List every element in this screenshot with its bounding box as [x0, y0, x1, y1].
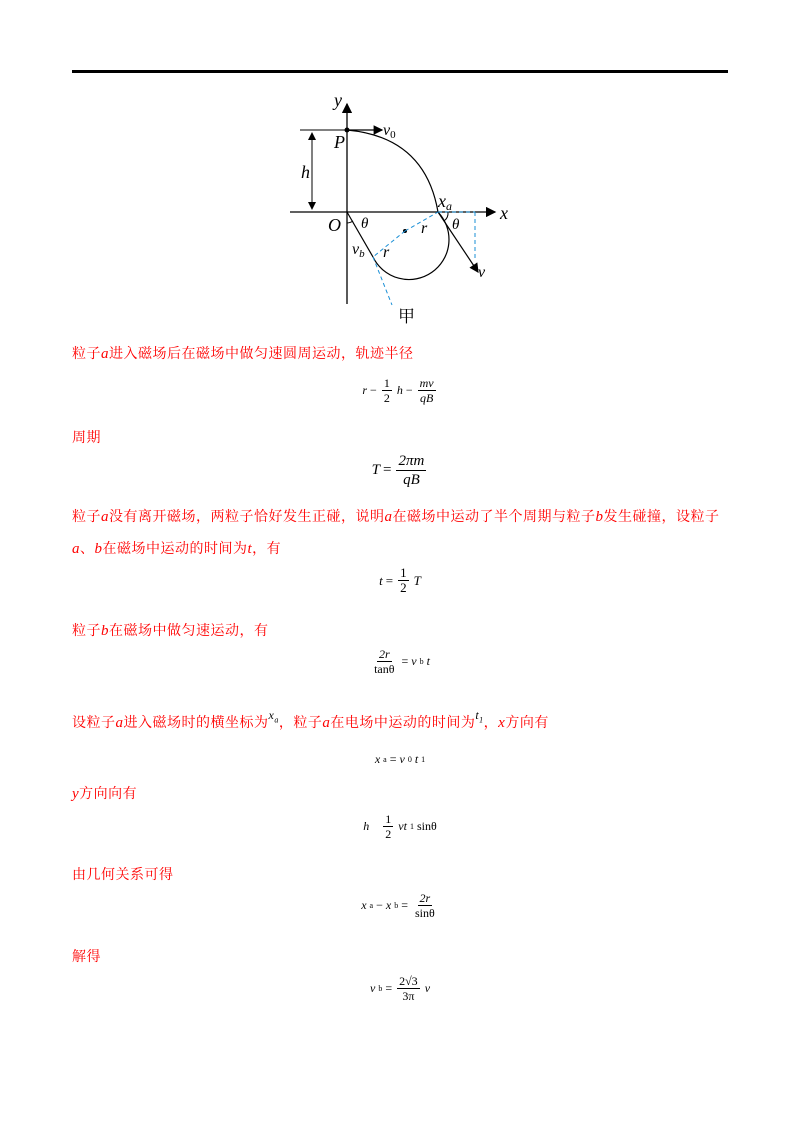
paragraph-5: 设粒子a进入磁场时的横坐标为$x_a$，粒子a在电场中运动的时间为$t_1$，x方向有: [72, 708, 549, 731]
label-theta1: θ: [361, 216, 369, 232]
paragraph-3-line-1: 粒子a没有离开磁场，两粒子恰好发生正碰，说明a在磁场中运动了半个周期与粒子b发生碰撞，设粒子: [72, 509, 720, 525]
paragraph-4: 粒子b在磁场中做匀速运动，有: [72, 623, 269, 639]
label-v0: v0: [383, 122, 396, 141]
label-r2: r: [383, 244, 390, 261]
figure-caption: 甲: [398, 307, 415, 327]
header-rule: [72, 70, 728, 73]
equation-1: r − $\frac{1}{2}$ h − $\frac{mv}{qB}$: [362, 376, 434, 405]
paragraph-7: 由几何关系可得: [72, 867, 174, 883]
label-x: x: [500, 203, 508, 223]
paragraph-1: 粒子a进入磁场后在磁场中做匀速圆周运动，轨迹半径: [72, 346, 414, 362]
paragraph-8: 解得: [72, 949, 101, 965]
equation-4: $\frac{2r}{\tan\theta}$ = v b t: [374, 647, 430, 676]
label-y: y: [334, 92, 342, 110]
equation-2: T = $\frac{2\pi m}{qB}$: [371, 453, 425, 488]
equation-5: x a = v 0 t 1: [374, 752, 426, 766]
equation-3: t = $\frac{1}{2}$ T: [379, 565, 421, 595]
equation-6: h $\frac{1}{2}$ vt 1 sinθ: [363, 812, 437, 841]
physics-figure: [290, 92, 520, 327]
label-xa: xa: [438, 191, 452, 213]
label-o: O: [328, 215, 341, 235]
label-p: P: [334, 132, 345, 152]
equation-8: v b = $\frac{2√3}{3\pi}$ v: [369, 974, 431, 1003]
equation-7: x a − x b = $\frac{2r}{\sin\theta}$: [361, 891, 435, 920]
label-r1: r: [421, 220, 428, 237]
parabola-path: [347, 130, 438, 212]
label-vb: vb: [352, 241, 365, 260]
label-theta2: θ: [452, 217, 460, 233]
paragraph-2: 周期: [72, 430, 101, 446]
paragraph-3-line-2: a、b在磁场中运动的时间为t，有: [72, 541, 282, 557]
label-v: v: [478, 264, 486, 281]
label-h: h: [301, 162, 310, 182]
paragraph-6: y方向向有: [72, 786, 138, 802]
